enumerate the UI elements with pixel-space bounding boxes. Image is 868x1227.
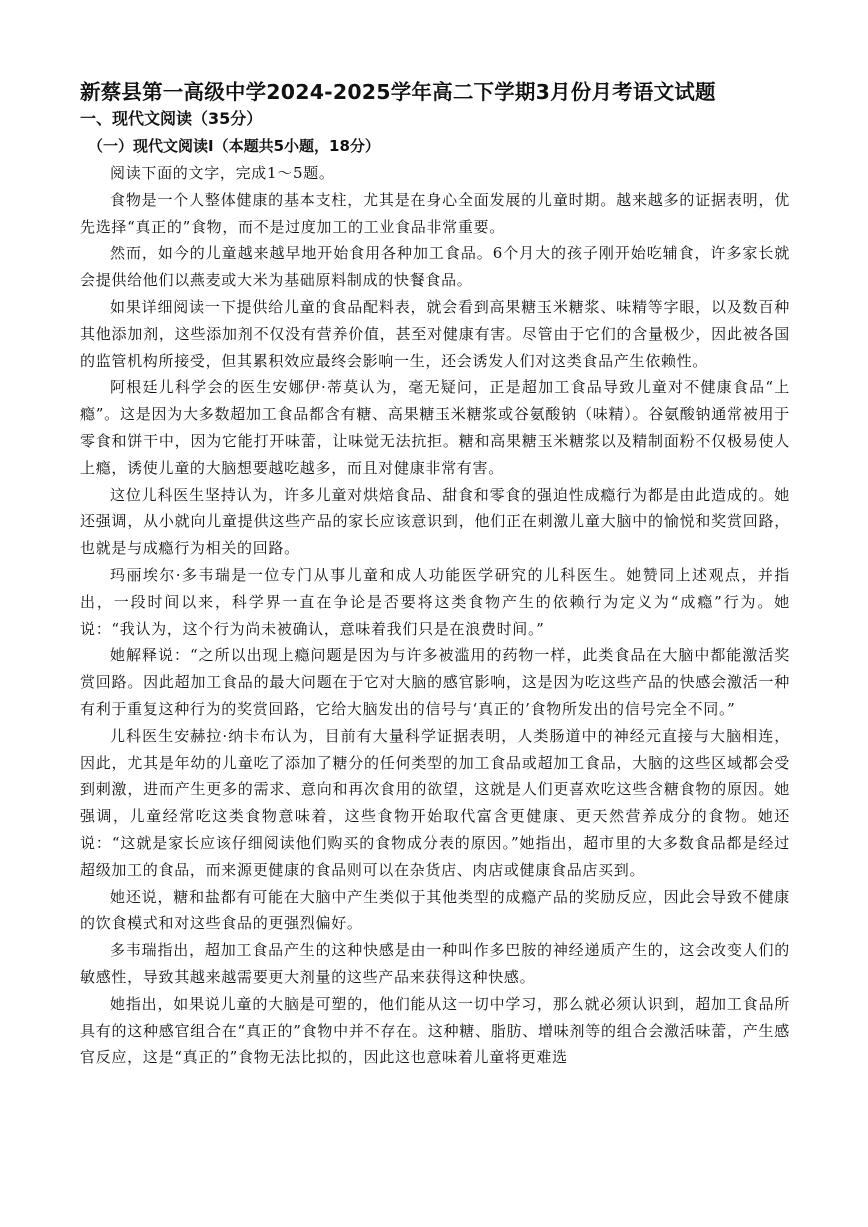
exam-title: 新蔡县第一高级中学2024-2025学年高二下学期3月份月考语文试题 bbox=[80, 80, 716, 104]
paragraph: 儿科医生安赫拉·纳卡布认为，目前有大量科学证据表明，人类肠道中的神经元直接与大脑相连，因此，尤其是年幼的儿童吃了添加了糖分的任何类型的加工食品或超加工食品，大脑的这些区域都会受到刺激，进而产生更多的需求、意向和再次食用的欲望，这就是人们更喜欢吃这些含糖食物的原因。她强调，儿童经常吃这类食物意味着，这些食物开始取代富含更健康、更天然营养成分的食物。她还说：“这就是家长应该仔细阅读他们购买的食物成分表的原因。”她指出，超市里的大多数食品都是经过超级加工的食品，而来源更健康的食品则可以在杂货店、肉店或健康食品店买到。 bbox=[80, 726, 790, 879]
subsection-heading: （一）现代文阅读Ⅰ（本题共5小题，18分） bbox=[88, 137, 380, 155]
paragraph: 阿根廷儿科学会的医生安娜伊·蒂莫认为，毫无疑问，正是超加工食品导致儿童对不健康食品“上瘾”。这是因为大多数超加工食品都含有糖、高果糖玉米糖浆或谷氨酸钠（味精）。谷氨酸钠通常被用于零食和饼干中，因为它能打开味蕾，让味觉无法抗拒。糖和高果糖玉米糖浆以及精制面粉不仅极易使人上瘾，诱使儿童的大脑想要越吃越多，而且对健康非常有害。 bbox=[80, 378, 790, 477]
paragraph: 然而，如今的儿童越来越早地开始食用各种加工食品。6个月大的孩子刚开始吃辅食，许多家长就会提供给他们以燕麦或大米为基础原料制成的快餐食品。 bbox=[80, 244, 790, 290]
paragraph: 她指出，如果说儿童的大脑是可塑的，他们能从这一切中学习，那么就必须认识到，超加工食品所具有的这种感官组合在“真正的”食物中并不存在。这种糖、脂肪、增味剂等的组合会激活味蕾，产生感官反应，这是“真正的”食物无法比拟的，因此这也意味着儿童将更难选 bbox=[80, 994, 790, 1067]
paragraph: 她还说，糖和盐都有可能在大脑中产生类似于其他类型的成瘾产品的奖励反应，因此会导致不健康的饮食模式和对这些食品的更强烈偏好。 bbox=[80, 887, 790, 933]
paragraph: 如果详细阅读一下提供给儿童的食品配料表，就会看到高果糖玉米糖浆、味精等字眼，以及数百种其他添加剂，这些添加剂不仅没有营养价值，甚至对健康有害。尽管由于它们的含量极少，因此被各国的监管机构所接受，但其累积效应最终会影响一生，还会诱发人们对这类食品产生依赖性。 bbox=[80, 297, 790, 370]
paragraph: 这位儿科医生坚持认为，许多儿童对烘焙食品、甜食和零食的强迫性成瘾行为都是由此造成的。她还强调，从小就向儿童提供这些产品的家长应该意识到，他们正在刺激儿童大脑中的愉悦和奖赏回路，也就是与成瘾行为相关的回路。 bbox=[80, 485, 790, 558]
exam-page bbox=[80, 78, 790, 1071]
section-heading: 一、现代文阅读（35分） bbox=[80, 109, 263, 128]
paragraph: 玛丽埃尔·多韦瑞是一位专门从事儿童和成人功能医学研究的儿科医生。她赞同上述观点，并指出，一段时间以来，科学界一直在争论是否要将这类食物产生的依赖行为定义为“成瘾”行为。她说：“我认为，这个行为尚未被确认，意味着我们只是在浪费时间。” bbox=[80, 565, 790, 638]
paragraph: 多韦瑞指出，超加工食品产生的这种快感是由一种叫作多巴胺的神经递质产生的，这会改变人们的敏感性，导致其越来越需要更大剂量的这些产品来获得这种快感。 bbox=[80, 941, 790, 986]
paragraph: 食物是一个人整体健康的基本支柱，尤其是在身心全面发展的儿童时期。越来越多的证据表明，优先选择“真正的”食物，而不是过度加工的工业食品非常重要。 bbox=[80, 190, 790, 236]
paragraph-instruction: 阅读下面的文字，完成1～5题。 bbox=[110, 164, 335, 182]
passage bbox=[80, 160, 790, 1071]
paragraph: 她解释说：“之所以出现上瘾问题是因为与许多被滥用的药物一样，此类食品在大脑中都能激活奖赏回路。因此超加工食品的最大问题在于它对大脑的感官影响，这是因为吃这些产品的快感会激活一种有利于重复这种行为的奖赏回路，它给大脑发出的信号与‘真正的’食物所发出的信号完全不同。” bbox=[80, 646, 790, 718]
